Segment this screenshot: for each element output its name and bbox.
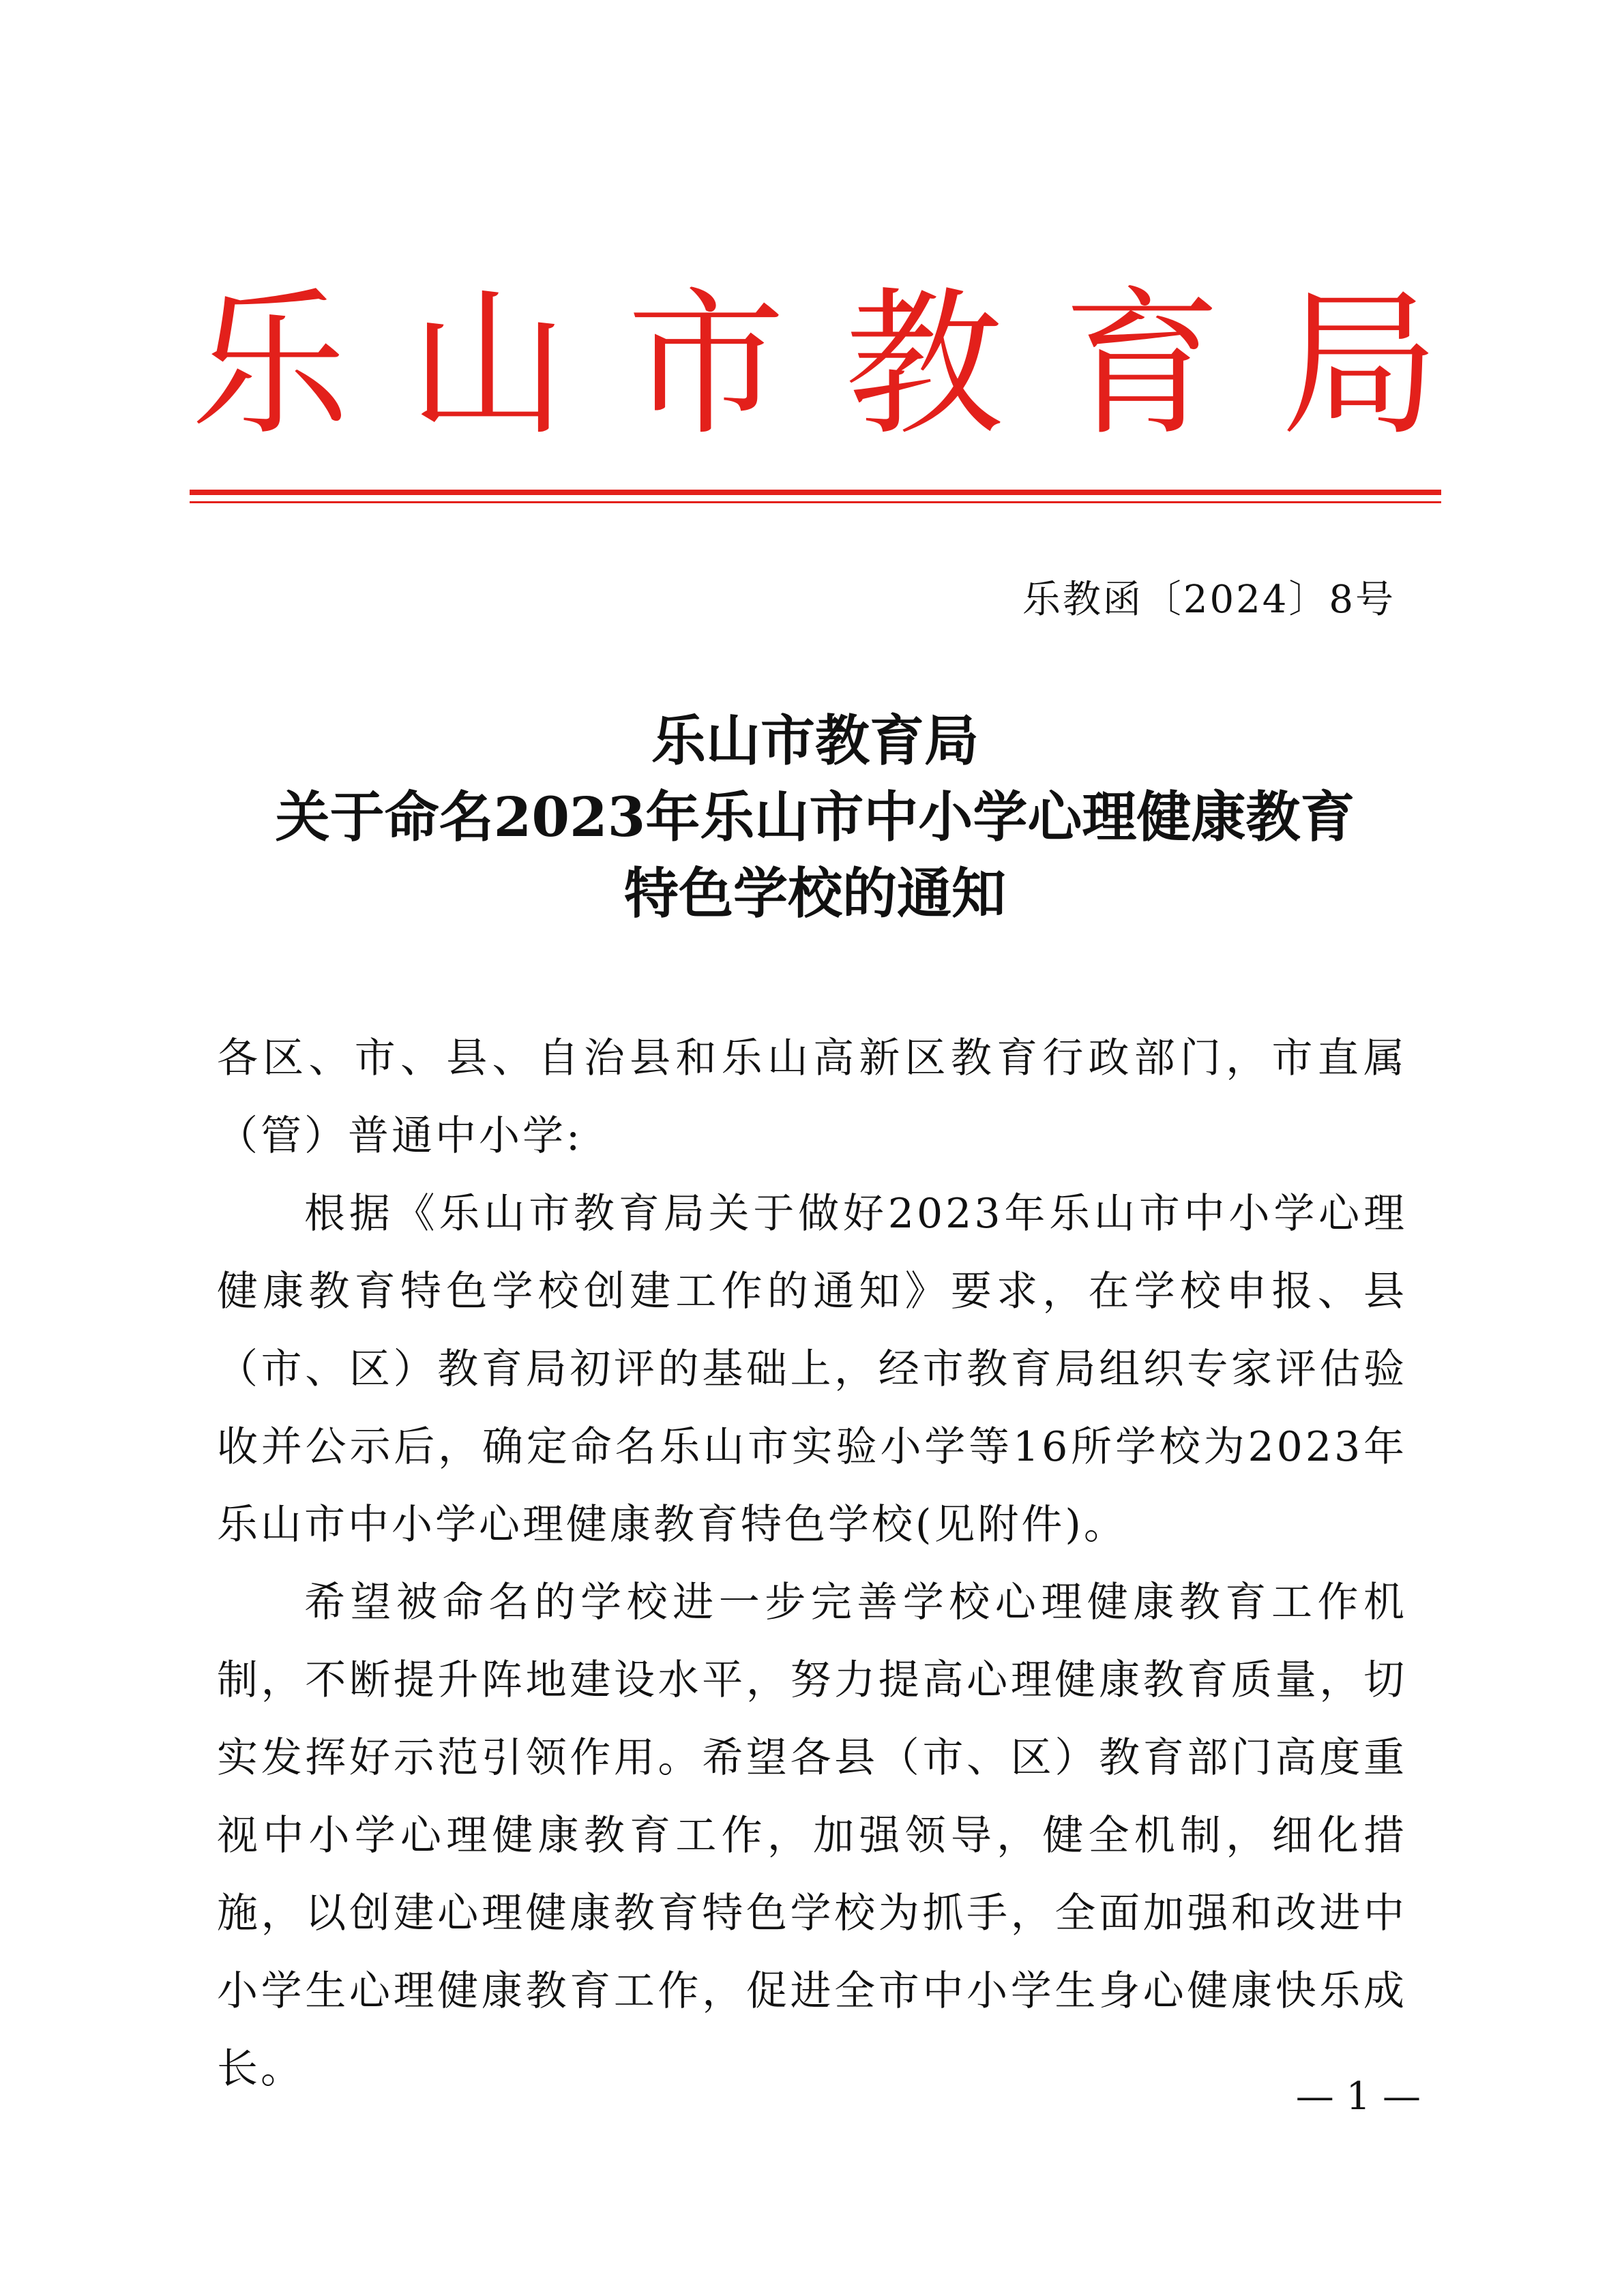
masthead-char: 山 bbox=[409, 273, 567, 457]
title-line-3: 特色学校的通知 bbox=[624, 861, 1006, 925]
body-paragraph-2: 希望被命名的学校进一步完善学校心理健康教育工作机制，不断提升阵地建设水平，努力提高心理健康教育质量，切实发挥好示范引领作用。希望各县（市、区）教育部门高度重视中小学心理健康教育工作，加强领导，健全机制，细化措施，以创建心理健康教育特色学校为抓手，全面加强和改进中小学生心理健康教育工作，促进全市中小学生身心健康快乐成长。 bbox=[217, 1579, 1407, 2093]
issuing-authority-masthead bbox=[191, 273, 1439, 457]
masthead-divider-thick bbox=[190, 490, 1441, 495]
masthead-divider-thin bbox=[190, 501, 1441, 503]
salutation: 各区、市、县、自治县和乐山高新区教育行政部门，市直属（管）普通中小学: bbox=[217, 1034, 1407, 1160]
masthead-char: 乐 bbox=[191, 273, 350, 457]
document-body bbox=[217, 1019, 1407, 2108]
body-paragraph-1: 根据《乐山市教育局关于做好2023年乐山市中小学心理健康教育特色学校创建工作的通知》要求，在学校申报、县（市、区）教育局初评的基础上，经市教育局组织专家评估验收并公示后，确定命名乐山市实验小学等16所学校为2023年乐山市中小学心理健康教育特色学校(见附件)。 bbox=[217, 1190, 1407, 1549]
title-line-1: 乐山市教育局 bbox=[651, 709, 979, 773]
masthead-char: 市 bbox=[627, 273, 786, 457]
masthead-char: 教 bbox=[844, 273, 1003, 457]
document-number: 乐教函〔2024〕8号 bbox=[1022, 578, 1396, 622]
masthead-char: 育 bbox=[1063, 273, 1222, 457]
document-title bbox=[191, 702, 1439, 931]
title-line-2: 关于命名2023年乐山市中小学心理健康教育 bbox=[275, 785, 1355, 849]
masthead-char: 局 bbox=[1280, 273, 1439, 457]
page-number: — 1 — bbox=[1295, 2074, 1421, 2119]
